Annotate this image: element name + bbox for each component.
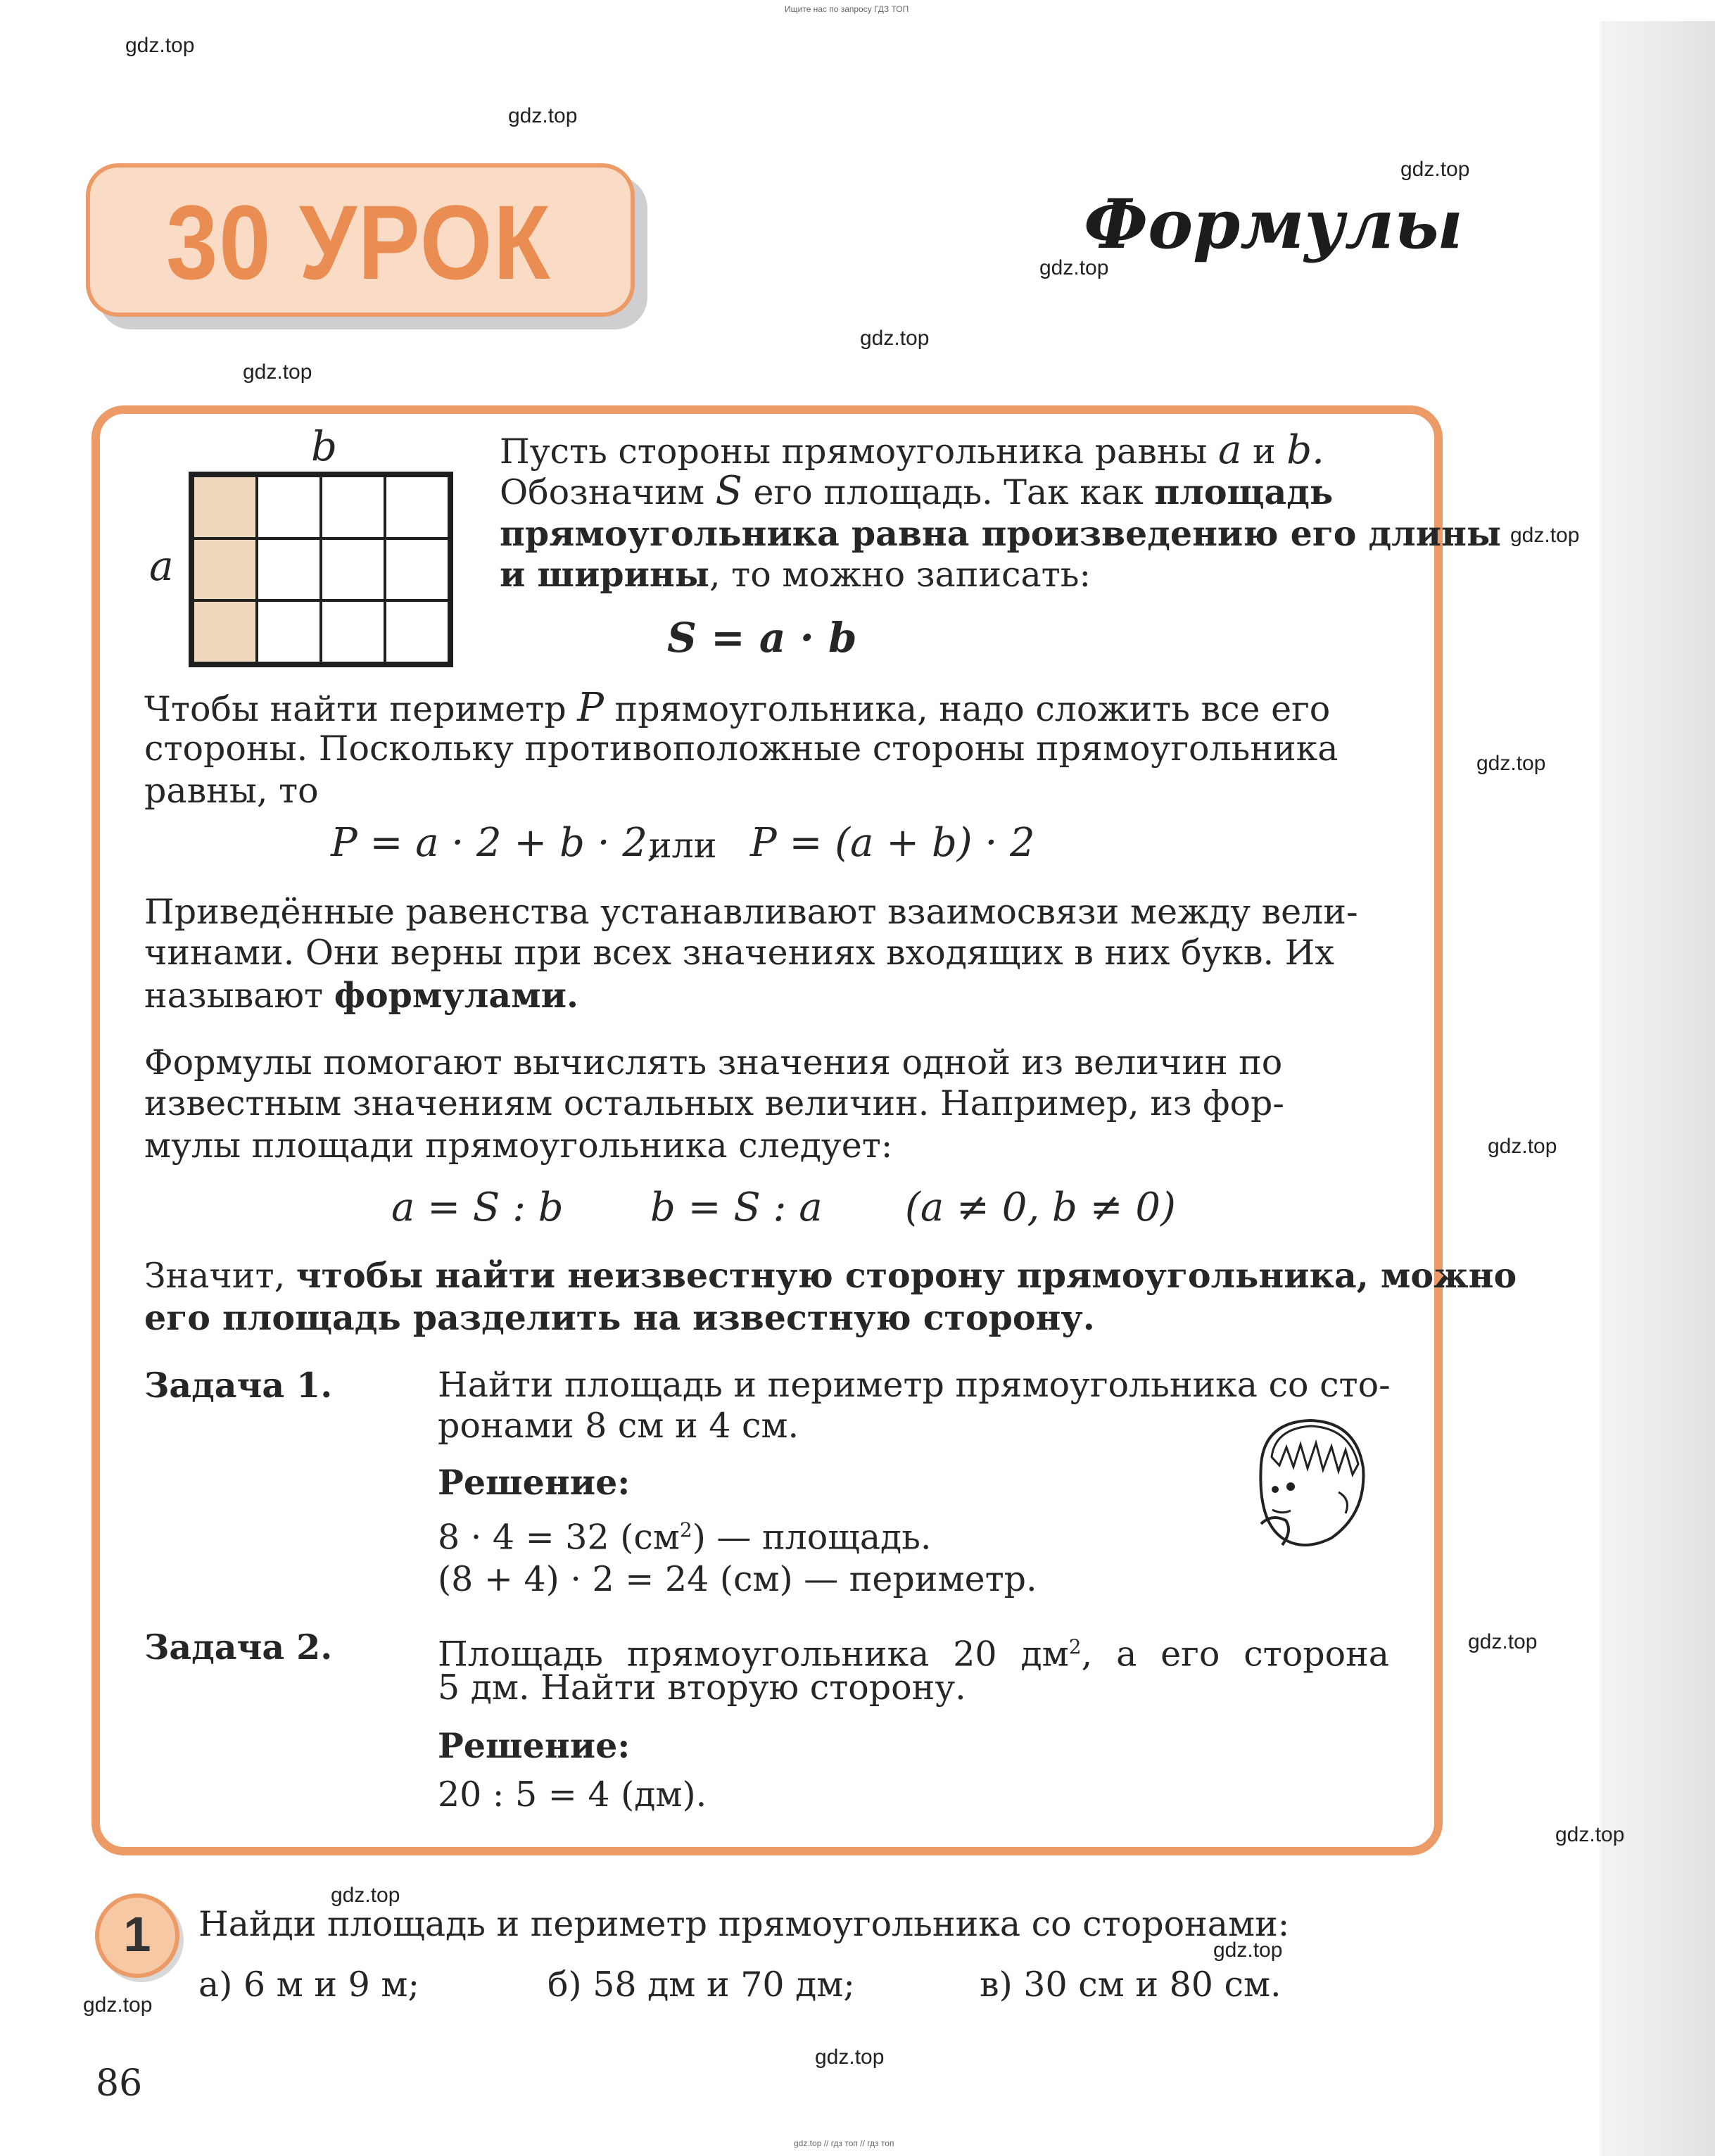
task1-solution-label: Решение:	[438, 1462, 631, 1503]
task2-line-2: 5 дм. Найти вторую сторону.	[438, 1668, 966, 1708]
watermark: gdz.top	[1213, 1938, 1283, 1962]
watermark: gdz.top	[1476, 752, 1546, 775]
figure-label-a: a	[149, 542, 174, 590]
conclusion-line-1: Значит, чтобы найти неизвестную сторону прямоугольника, можно	[144, 1255, 1517, 1296]
grid-cell	[193, 600, 257, 663]
grid-cell	[385, 538, 449, 601]
top-banner: Ищите нас по запросу ГДЗ ТОП	[785, 4, 909, 14]
watermark: gdz.top	[1488, 1135, 1557, 1158]
boy-thinking-illustration	[1233, 1408, 1381, 1556]
grid-cell	[257, 538, 321, 601]
page-title: Формулы	[1084, 184, 1463, 264]
lesson-number: 30 УРОК	[166, 183, 552, 301]
usage-line-2: известным значениям остальных величин. Например, из фор-	[144, 1083, 1284, 1123]
watermark: gdz.top	[860, 327, 930, 350]
exercise-text: Найди площадь и периметр прямоугольника со сторонами:	[198, 1904, 1290, 1944]
intro-line-4: и ширины, то можно записать:	[500, 554, 1091, 595]
usage-line-1: Формулы помогают вычислять значения одной из величин по	[144, 1042, 1283, 1083]
watermark: gdz.top	[1400, 158, 1470, 181]
perimeter-line-2: стороны. Поскольку противоположные стороны прямоугольника	[144, 729, 1339, 769]
usage-formula-2: b = S : a	[650, 1185, 823, 1230]
perimeter-formula-2: P = (a + b) · 2	[750, 820, 1035, 866]
area-formula: S = a · b	[667, 614, 857, 662]
exercise-option-a: а) 6 м и 9 м;	[198, 1965, 419, 2005]
grid-cell	[257, 600, 321, 663]
watermark: gdz.top	[1468, 1630, 1538, 1653]
watermark: gdz.top	[125, 34, 195, 57]
relations-line-2: чинами. Они верны при всех значениях входящих в них букв. Их	[144, 933, 1335, 973]
grid-cell	[321, 476, 385, 538]
relations-line-3: называют формулами.	[144, 975, 579, 1016]
watermark: gdz.top	[243, 360, 312, 384]
exercise-option-b: б) 58 дм и 70 дм;	[548, 1965, 855, 2005]
watermark: gdz.top	[331, 1884, 400, 1907]
task1-solution-area: 8 · 4 = 32 $(см^2)$ — площадь.	[438, 1517, 932, 1558]
task2-solution: 20 : 5 = 4 (дм).	[438, 1774, 707, 1815]
perimeter-line-3: равны, то	[144, 771, 319, 811]
usage-line-3: мулы площади прямоугольника следует:	[144, 1126, 893, 1166]
usage-formula-1: a = S : b	[391, 1185, 564, 1230]
task1-line-2: ронами 8 см и 4 см.	[438, 1406, 799, 1446]
perimeter-formula-1: P = a · 2 + b · 2,	[331, 820, 660, 866]
intro-line-2: Обозначим S его площадь. Так как площадь	[500, 468, 1334, 514]
grid-cell	[385, 476, 449, 538]
exercise-number-badge: 1	[95, 1893, 179, 1978]
watermark: gdz.top	[83, 1993, 153, 2017]
grid-cell	[257, 476, 321, 538]
perimeter-or: или	[649, 826, 717, 866]
perimeter-line-1: Чтобы найти периметр P прямоугольника, надо сложить все его	[144, 685, 1331, 731]
task2-line-1: Площадь прямоугольника 20 $дм^2$, а его сторона	[438, 1634, 1390, 1675]
task1-solution-perimeter: (8 + 4) · 2 = 24 (см) — периметр.	[438, 1559, 1037, 1599]
watermark: gdz.top	[1555, 1823, 1625, 1846]
usage-condition: (a ≠ 0, b ≠ 0)	[905, 1185, 1176, 1230]
relations-line-1: Приведённые равенства устанавливают взаимосвязи между вели-	[144, 892, 1358, 932]
intro-line-1: Пусть стороны прямоугольника равны a и b.	[500, 427, 1324, 473]
task2-label: Задача 2.	[144, 1627, 333, 1668]
grid-cell	[193, 538, 257, 601]
task2-solution-label: Решение:	[438, 1725, 631, 1766]
page-number: 86	[96, 2062, 143, 2105]
grid-cell	[321, 538, 385, 601]
rectangle-grid-figure	[189, 472, 453, 667]
grid-cell	[385, 600, 449, 663]
watermark: gdz.top	[815, 2045, 885, 2069]
exercise-option-c: в) 30 см и 80 см.	[980, 1965, 1281, 2005]
bottom-banner: gdz.top // гдз топ // гдз топ	[794, 2138, 894, 2148]
figure-label-b: b	[311, 422, 338, 470]
watermark: gdz.top	[1039, 256, 1109, 279]
task1-label: Задача 1.	[144, 1365, 333, 1406]
grid-cell	[193, 476, 257, 538]
watermark: gdz.top	[508, 104, 578, 127]
grid-cell	[321, 600, 385, 663]
task1-line-1: Найти площадь и периметр прямоугольника со сто-	[438, 1365, 1391, 1405]
intro-line-3: прямоугольника равна произведению его длины	[500, 513, 1502, 554]
watermark: gdz.top	[1510, 524, 1580, 547]
conclusion-line-2: его площадь разделить на известную сторону.	[144, 1297, 1095, 1338]
